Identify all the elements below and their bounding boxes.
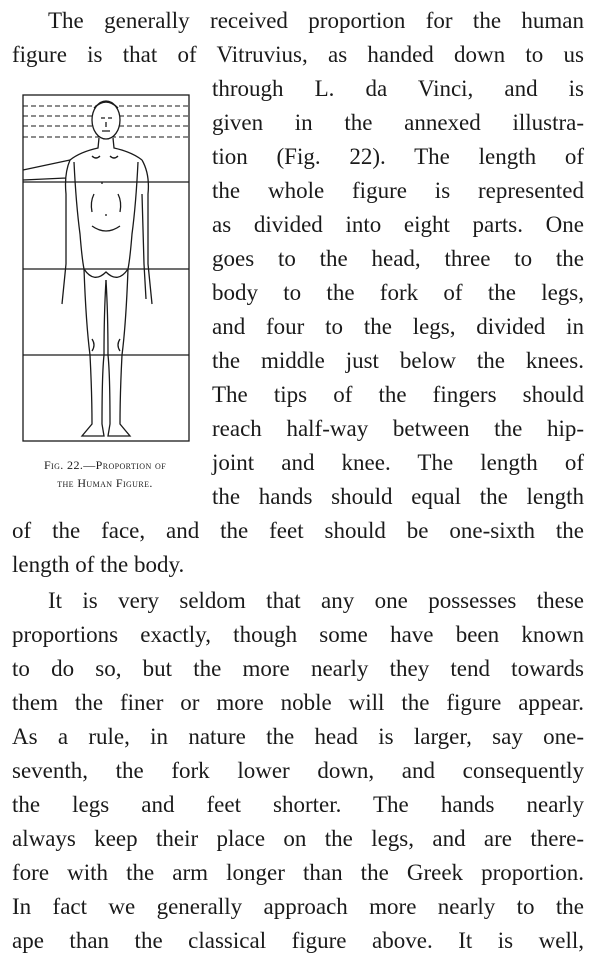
text-line: them the finer or more noble will the figure appear. — [12, 690, 584, 715]
text-line: ape than the classical figure above. It is well, — [12, 928, 584, 953]
text-line: and four to the legs, divided in — [212, 314, 584, 339]
figure-caption-line: the Human Figure. — [57, 476, 153, 490]
text-line: given in the annexed illustra- — [212, 110, 584, 135]
proportion-frame — [23, 95, 189, 441]
text-line: In fact we generally approach more nearly to the — [12, 894, 584, 919]
human-figure-illustration — [22, 94, 190, 442]
text-line: to do so, but the more nearly they tend towards — [12, 656, 584, 681]
text-line: joint and knee. The length of — [212, 450, 584, 475]
text-line: seventh, the fork lower down, and consequently — [12, 758, 584, 783]
text-line: The tips of the fingers should — [212, 382, 584, 407]
text-line: of the face, and the feet should be one-sixth the — [12, 518, 584, 543]
text-line: fore with the arm longer than the Greek proportion. — [12, 860, 584, 885]
text-line: reach half-way between the hip- — [212, 416, 584, 441]
text-line: body to the fork of the legs, — [212, 280, 584, 305]
text-line: the legs and feet shorter. The hands nearly — [12, 792, 584, 817]
text-line: goes to the head, three to the — [212, 246, 584, 271]
text-line: the whole figure is represented — [212, 178, 584, 203]
figure-caption-line: Fig. 22.—Proportion of — [43, 458, 167, 472]
text-line: tion (Fig. 22). The length of — [212, 144, 584, 169]
text-line: length of the body. — [12, 552, 185, 577]
text-line: The generally received proportion for the human — [48, 8, 584, 33]
text-line: the hands should equal the length — [212, 484, 584, 509]
text-line: always keep their place on the legs, and are there- — [12, 826, 584, 851]
text-line: as divided into eight parts. One — [212, 212, 584, 237]
text-line: figure is that of Vitruvius, as handed down to us — [12, 42, 584, 67]
text-line: As a rule, in nature the head is larger, say one- — [12, 724, 584, 749]
text-line: the middle just below the knees. — [212, 348, 584, 373]
text-line: through L. da Vinci, and is — [212, 76, 584, 101]
text-line: proportions exactly, though some have been known — [12, 622, 584, 647]
text-line: It is very seldom that any one possesses these — [48, 588, 584, 613]
